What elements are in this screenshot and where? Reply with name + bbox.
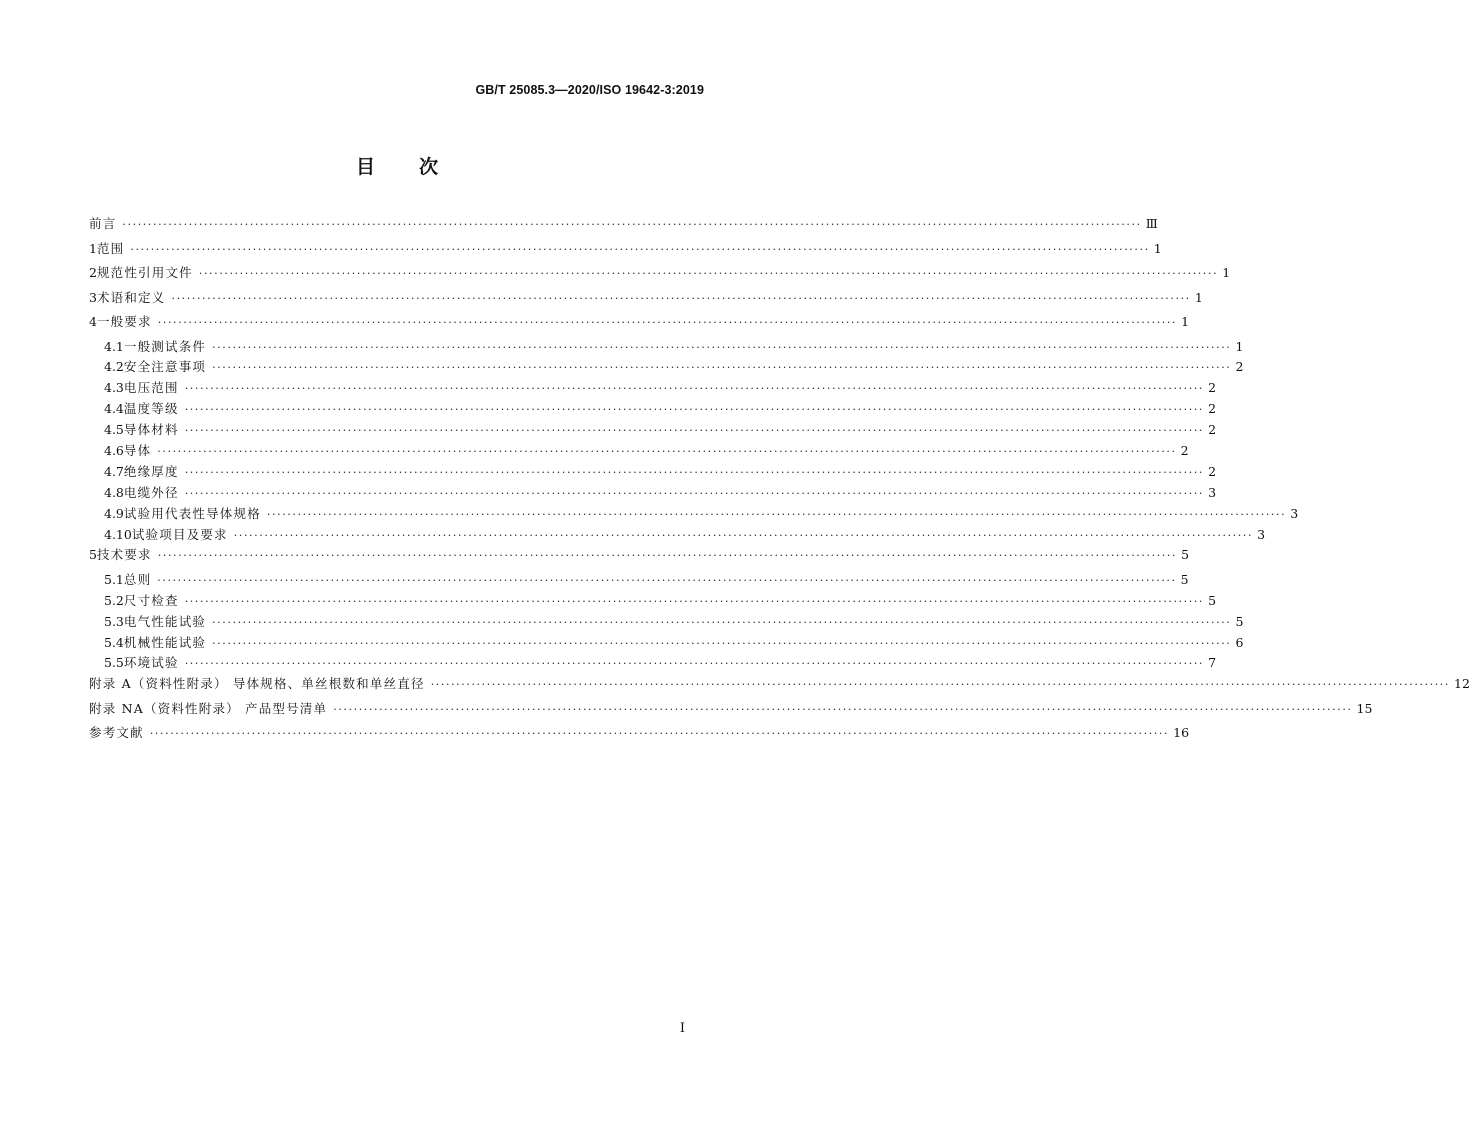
toc-entry[interactable] — [89, 239, 1162, 264]
toc-leader-dots: ········································································································································································································ — [184, 403, 1205, 417]
toc-leader-dots: ········································································································································································································ — [184, 594, 1205, 608]
toc-entry-number: 4.2 — [104, 359, 124, 375]
toc-entry[interactable] — [89, 288, 1203, 313]
toc-entry-page: 1 — [1194, 289, 1203, 305]
toc-leader-dots: ········································································································································································································ — [184, 486, 1205, 500]
toc-entry[interactable] — [89, 504, 1299, 525]
toc-entry-label: 规范性引用文件 — [96, 265, 193, 280]
toc-entry-page: 2 — [1208, 422, 1217, 438]
toc-entry[interactable] — [89, 591, 1217, 612]
toc-entry-label: 温度等级 — [123, 401, 179, 417]
toc-leader-dots: ········································································································································································································ — [233, 528, 1254, 542]
toc-entry-label: 附录 NA（资料性附录） 产品型号清单 — [89, 700, 328, 716]
toc-entry-page: 15 — [1356, 700, 1373, 716]
toc-leader-dots: ········································································································································································································ — [184, 465, 1205, 479]
toc-entry-page: 16 — [1173, 725, 1190, 741]
toc-entry-page: 2 — [1208, 380, 1217, 396]
page-number: I — [679, 1021, 685, 1036]
toc-leader-dots: ········································································································································································································ — [212, 340, 1232, 354]
toc-entry-number: 4.8 — [104, 484, 124, 500]
toc-entry-page: 7 — [1208, 655, 1217, 671]
toc-entry-number: 5.5 — [104, 655, 124, 671]
toc-leader-dots: ········································································································································································································ — [157, 549, 1178, 563]
toc-entry[interactable] — [89, 525, 1266, 546]
toc-entry[interactable] — [89, 312, 1190, 337]
toc-entry-number: 4.7 — [104, 463, 124, 479]
toc-entry-number: 4.10 — [104, 526, 132, 542]
toc-leader-dots: ········································································································································································································ — [430, 678, 1451, 692]
toc-leader-dots: ········································································································································································································ — [333, 702, 1353, 716]
toc-entry[interactable] — [89, 699, 1373, 724]
toc-entry-label: 一般要求 — [96, 314, 152, 329]
toc-entry-page: 1 — [1222, 265, 1231, 280]
toc-entry-number: 2 — [89, 265, 97, 280]
toc-entry[interactable] — [89, 214, 1158, 239]
toc-entry-page: 2 — [1235, 359, 1244, 375]
toc-entry-page: 12 — [1454, 676, 1470, 692]
toc-entry-page: 1 — [1153, 240, 1162, 256]
toc-entry-page: 2 — [1208, 463, 1217, 479]
toc-entry-number: 4.1 — [104, 338, 124, 354]
toc-entry-label: 参考文献 — [89, 725, 144, 741]
toc-entry-page: 6 — [1235, 634, 1244, 650]
toc-entry-number: 3 — [89, 289, 97, 305]
toc-entry-page: 1 — [1235, 338, 1244, 354]
toc-leader-dots: ········································································································································································································ — [212, 361, 1232, 375]
toc-entry-label: 总则 — [123, 571, 152, 587]
toc-entry-number: 4.6 — [104, 442, 124, 458]
toc-entry-page: 2 — [1208, 401, 1217, 417]
toc-entry-label: 电缆外径 — [123, 484, 179, 500]
toc-entry[interactable] — [89, 653, 1217, 674]
toc-entry-page: 3 — [1208, 484, 1217, 500]
toc-entry-number: 5.3 — [104, 613, 124, 629]
toc-leader-dots: ········································································································································································································ — [157, 444, 1177, 458]
toc-leader-dots: ········································································································································································································ — [157, 316, 1178, 329]
toc-entry[interactable] — [89, 357, 1244, 378]
toc-entry-number: 4 — [89, 314, 97, 329]
toc-entry-number: 1 — [89, 240, 97, 256]
toc-leader-dots: ········································································································································································································ — [184, 382, 1205, 396]
toc-entry-number: 5.2 — [104, 592, 124, 608]
toc-entry-page: Ⅲ — [1145, 216, 1158, 231]
toc-leader-dots: ········································································································································································································ — [212, 636, 1232, 650]
toc-leader-dots: ········································································································································································································ — [122, 218, 1142, 231]
toc-entry-number: 4.4 — [104, 401, 124, 417]
toc-entry[interactable] — [89, 378, 1217, 399]
standard-code: GB/T 25085.3—2020/ISO 19642-3:2019 — [475, 83, 704, 97]
toc-entry-number: 5 — [89, 547, 97, 563]
toc-entry-label: 试验用代表性导体规格 — [123, 505, 261, 521]
toc-leader-dots: ········································································································································································································ — [130, 242, 1150, 256]
toc-entry-page: 5 — [1208, 592, 1217, 608]
toc-leader-dots: ········································································································································································································ — [149, 727, 1170, 741]
toc-leader-dots: ········································································································································································································ — [198, 267, 1219, 280]
toc-entry-label: 范围 — [96, 240, 125, 256]
toc-entry-label: 技术要求 — [96, 547, 152, 563]
toc-leader-dots: ········································································································································································································ — [171, 291, 1191, 305]
toc-entry-number: 4.9 — [104, 505, 124, 521]
toc-entry[interactable] — [89, 399, 1217, 420]
toc-entry-label: 尺寸检查 — [123, 592, 179, 608]
table-of-contents — [89, 214, 1470, 748]
toc-entry-page: 3 — [1257, 526, 1266, 542]
toc-entry-number: 5.1 — [104, 571, 124, 587]
toc-entry-number: 4.5 — [104, 422, 124, 438]
toc-entry[interactable] — [89, 483, 1217, 504]
toc-leader-dots: ········································································································································································································ — [184, 657, 1205, 671]
toc-entry-page: 5 — [1235, 613, 1244, 629]
toc-entry-label: 术语和定义 — [96, 289, 166, 305]
toc-entry-label: 附录 A（资料性附录） 导体规格、单丝根数和单丝直径 — [89, 676, 425, 692]
toc-leader-dots: ········································································································································································································ — [184, 424, 1205, 438]
toc-entry[interactable] — [89, 545, 1190, 570]
toc-entry-label: 试验项目及要求 — [131, 526, 228, 542]
toc-entry[interactable] — [89, 633, 1244, 654]
toc-entry[interactable] — [89, 612, 1244, 633]
toc-leader-dots: ········································································································································································································ — [266, 507, 1287, 521]
toc-entry-label: 一般测试条件 — [123, 338, 207, 354]
toc-entry-label: 绝缘厚度 — [123, 463, 179, 479]
toc-entry[interactable] — [89, 263, 1231, 288]
page-title: 目次 — [355, 156, 482, 178]
toc-entry-number: 4.3 — [104, 380, 124, 396]
toc-entry[interactable] — [89, 441, 1189, 462]
toc-entry-page: 2 — [1180, 442, 1189, 458]
toc-leader-dots: ········································································································································································································ — [212, 615, 1232, 629]
toc-entry[interactable] — [89, 674, 1470, 699]
toc-entry[interactable] — [89, 723, 1190, 748]
toc-entry-label: 环境试验 — [123, 655, 179, 671]
toc-entry[interactable] — [89, 337, 1244, 358]
toc-entry-page: 3 — [1290, 505, 1299, 521]
toc-entry-label: 安全注意事项 — [123, 359, 207, 375]
toc-entry-number: 5.4 — [104, 634, 124, 650]
toc-entry-label: 机械性能试验 — [123, 634, 207, 650]
toc-entry-label: 导体 — [123, 442, 152, 458]
toc-entry[interactable] — [89, 570, 1189, 591]
toc-entry-page: 5 — [1181, 547, 1190, 563]
toc-entry[interactable] — [89, 462, 1217, 483]
toc-entry-page: 1 — [1181, 314, 1190, 329]
toc-entry-label: 导体材料 — [123, 422, 179, 438]
toc-entry[interactable] — [89, 420, 1217, 441]
toc-entry-page: 5 — [1180, 571, 1189, 587]
toc-entry-label: 电压范围 — [123, 380, 179, 396]
toc-leader-dots: ········································································································································································································ — [157, 573, 1177, 587]
toc-entry-label: 前言 — [89, 216, 117, 231]
toc-entry-label: 电气性能试验 — [123, 613, 207, 629]
